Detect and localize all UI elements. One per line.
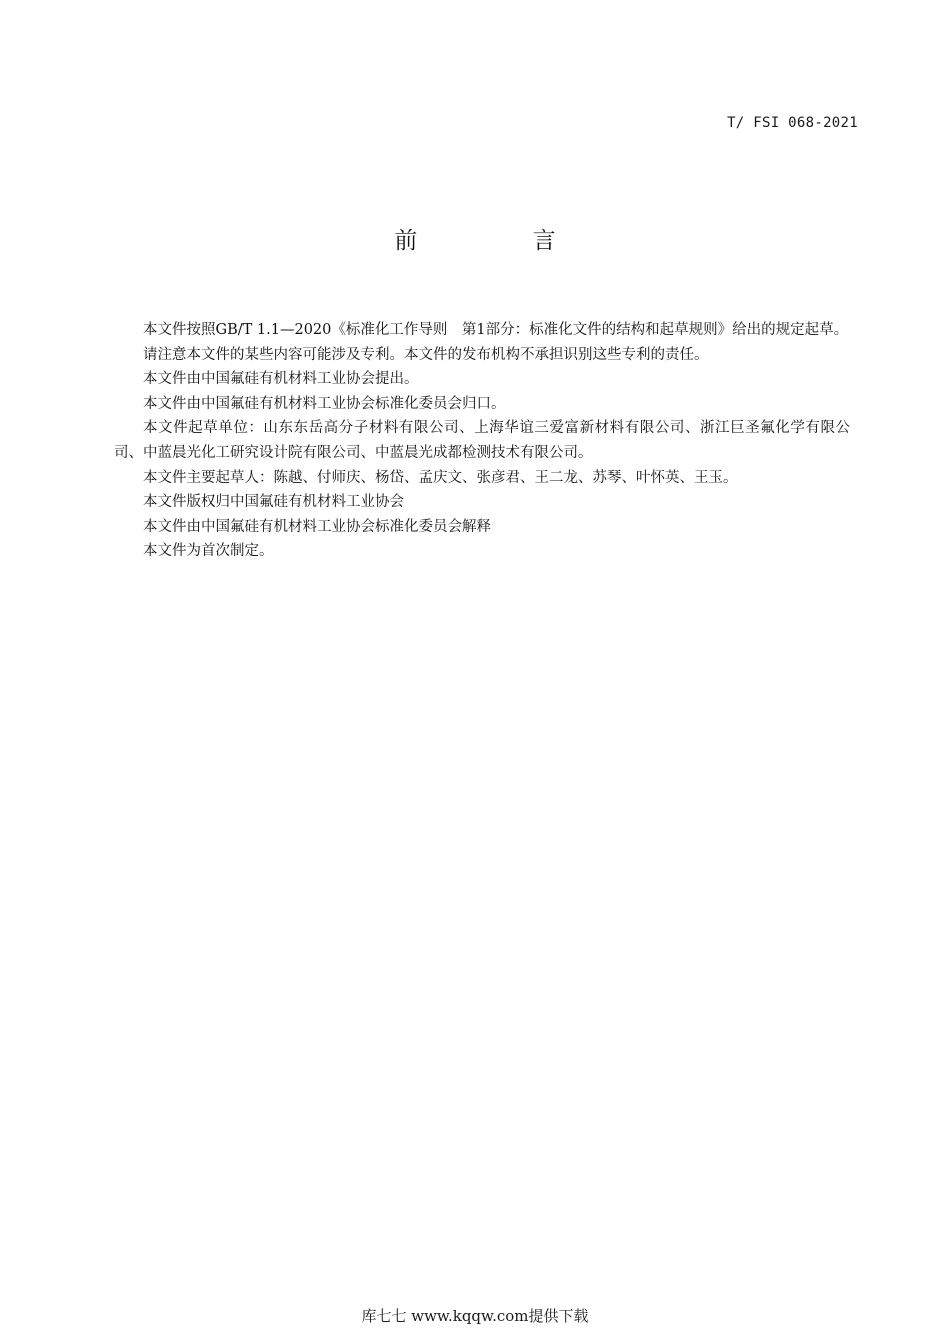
paragraph-copyright: 本文件版权归中国氟硅有机材料工业协会	[143, 494, 404, 511]
paragraph-drafting-rules: 本文件按照GB/T 1.1—2020《标准化工作导则 第1部分：标准化文件的结构和起草规则》给出的规定起草。	[143, 322, 849, 338]
paragraph-drafting-units: 本文件起草单位：山东东岳高分子材料有限公司、上海华谊三爱富新材料有限公司、浙江巨圣氟化学有限公司、中蓝晨光化工研究设计院有限公司、中蓝晨光成都检测技术有限公司。	[114, 420, 850, 461]
paragraph-proposer: 本文件由中国氟硅有机材料工业协会提出。	[143, 371, 419, 388]
paragraph-first-edition: 本文件为首次制定。	[143, 543, 274, 560]
paragraph-interpretation: 本文件由中国氟硅有机材料工业协会标准化委员会解释	[143, 518, 491, 535]
download-footer: 库七七 www.kqqw.com提供下载	[361, 1307, 589, 1325]
page-title: 前 言	[394, 228, 610, 254]
paragraph-drafters: 本文件主要起草人：陈越、付师庆、杨岱、孟庆文、张彦君、王二龙、苏琴、叶怀英、王玉。	[143, 469, 738, 486]
paragraph-centralized-by: 本文件由中国氟硅有机材料工业协会标准化委员会归口。	[143, 395, 506, 412]
foreword-body	[114, 318, 850, 564]
paragraph-patent-notice: 请注意本文件的某些内容可能涉及专利。本文件的发布机构不承担识别这些专利的责任。	[143, 346, 709, 363]
standard-code: T/ FSI 068-2021	[727, 115, 858, 131]
